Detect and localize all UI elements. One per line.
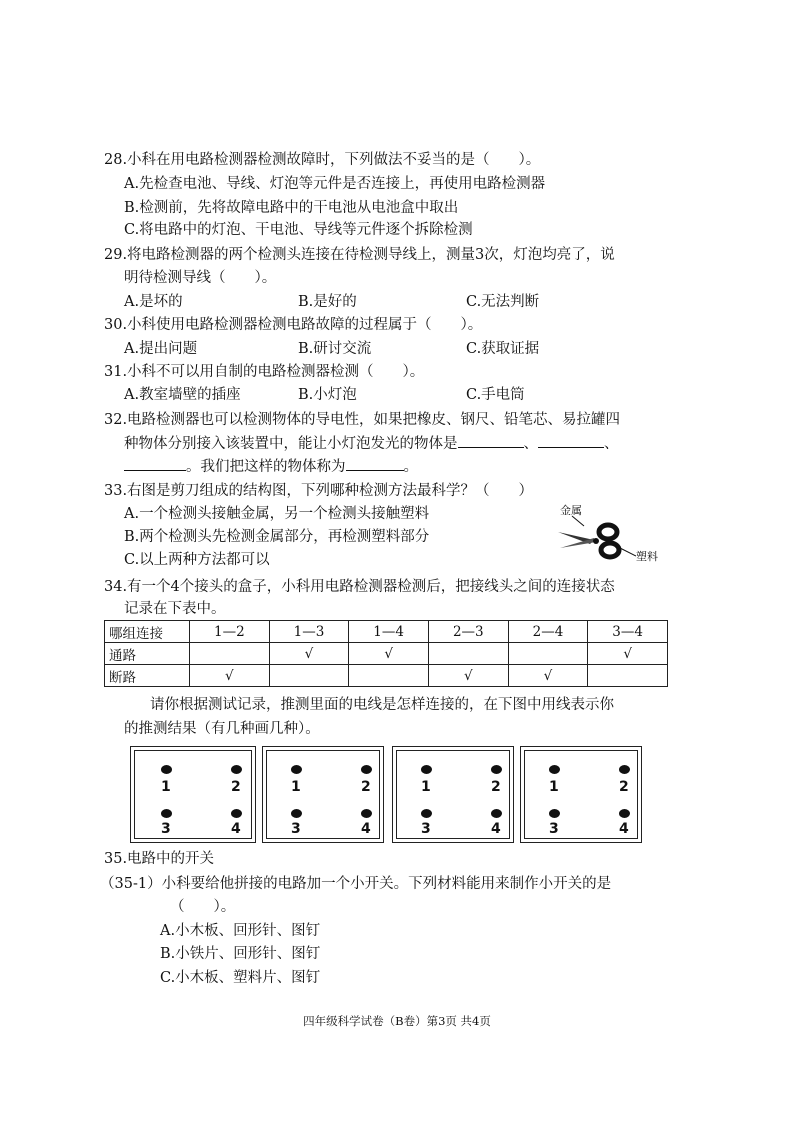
q29-option-c: C.无法判断 <box>466 294 540 310</box>
terminal-box-2[interactable] <box>262 746 384 843</box>
terminal-label: 2 <box>491 779 501 795</box>
q29-option-b: B.是好的 <box>298 294 357 310</box>
terminal-dot <box>291 809 302 818</box>
table-cell: √ <box>349 643 429 665</box>
terminal-label: 3 <box>421 821 431 837</box>
table-cell: √ <box>269 643 349 665</box>
answer-blank-3[interactable] <box>124 456 186 471</box>
q34-instruction-line1: 请你根据测试记录，推测里面的电线是怎样连接的，在下图中用线表示你 <box>150 697 614 713</box>
q33-stem: 33.右图是剪刀组成的结构图，下列哪种检测方法最科学？（ ） <box>104 483 534 499</box>
table-header-cell: 1—2 <box>190 621 270 643</box>
terminal-label: 2 <box>619 779 629 795</box>
table-cell <box>428 643 508 665</box>
table-cell <box>190 643 270 665</box>
q35-title: 35.电路中的开关 <box>104 851 215 867</box>
q35-1-stem-line1: （35-1）小科要给他拼接的电路加一个小开关。下列材料能用来制作小开关的是 <box>100 876 612 892</box>
answer-blank-2[interactable] <box>538 433 604 448</box>
q32-separator-2: 、 <box>604 436 619 452</box>
q32-separator-1: 、 <box>523 436 538 452</box>
table-cell: √ <box>588 643 668 665</box>
terminal-label: 1 <box>291 779 301 795</box>
table-header-cell: 1—3 <box>269 621 349 643</box>
table-header-cell: 2—4 <box>508 621 588 643</box>
terminal-dot <box>361 765 372 774</box>
q28-option-a: A.先检查电池、导线、灯泡等元件是否连接上，再使用电路检测器 <box>124 176 546 192</box>
table-row <box>105 665 668 687</box>
terminal-label: 4 <box>361 821 371 837</box>
terminal-dot <box>231 765 242 774</box>
q32-stem-line2 <box>124 433 619 455</box>
terminal-box-3[interactable] <box>392 746 514 843</box>
table-header-cell: 1—4 <box>349 621 429 643</box>
table-cell: 通路 <box>105 643 190 665</box>
q33-option-c: C.以上两种方法都可以 <box>124 552 270 568</box>
q31-stem: 31.小科不可以用自制的电路检测器检测（ ）。 <box>104 364 425 380</box>
q28-option-c: C.将电路中的灯泡、干电池、导线等元件逐个拆除检测 <box>124 222 473 238</box>
terminal-label: 3 <box>291 821 301 837</box>
answer-blank-1[interactable] <box>458 433 524 448</box>
q35-1-option-b: B.小铁片、回形针、图钉 <box>160 946 321 962</box>
terminal-label: 1 <box>161 779 171 795</box>
terminal-dot <box>161 765 172 774</box>
answer-blank-4[interactable] <box>346 456 404 471</box>
q34-instruction-line2: 的推测结果（有几种画几种）。 <box>124 721 320 737</box>
terminal-dot <box>549 765 560 774</box>
q29-stem-line1: 29.将电路检测器的两个检测头连接在待检测导线上，测量3次，灯泡均亮了，说 <box>104 247 615 263</box>
q35-1-stem-line2: （ ）。 <box>170 899 236 915</box>
table-header-cell: 2—3 <box>428 621 508 643</box>
q28-stem: 28.小科在用电路检测器检测故障时，下列做法不妥当的是（ ）。 <box>104 152 541 168</box>
terminal-dot <box>361 809 372 818</box>
table-cell <box>269 665 349 687</box>
q32-line3-end: 。 <box>403 459 418 475</box>
table-cell <box>588 665 668 687</box>
table-row <box>105 643 668 665</box>
page-footer: 四年级科学试卷（B卷）第3页 共4页 <box>303 1014 491 1028</box>
terminal-box-inner <box>396 750 510 839</box>
terminal-dot <box>491 765 502 774</box>
terminal-dot <box>291 765 302 774</box>
table-cell <box>508 643 588 665</box>
terminal-label: 2 <box>231 779 241 795</box>
table-cell: √ <box>190 665 270 687</box>
terminal-label: 4 <box>231 821 241 837</box>
table-cell: √ <box>508 665 588 687</box>
q33-option-b: B.两个检测头先检测金属部分，再检测塑料部分 <box>124 529 430 545</box>
q29-option-a: A.是坏的 <box>124 294 183 310</box>
terminal-label: 3 <box>161 821 171 837</box>
q33-option-a: A.一个检测头接触金属，另一个检测头接触塑料 <box>124 506 430 522</box>
terminal-dot <box>619 809 630 818</box>
terminal-dot <box>161 809 172 818</box>
scissors-icon <box>550 500 670 566</box>
terminal-dot <box>491 809 502 818</box>
terminal-box-1[interactable] <box>130 746 256 843</box>
q30-stem: 30.小科使用电路检测器检测电路故障的过程属于（ ）。 <box>104 317 483 333</box>
q32-line2-text: 种物体分别接入该装置中，能让小灯泡发光的物体是 <box>124 436 458 452</box>
table-header-row <box>105 621 668 643</box>
terminal-dot <box>421 809 432 818</box>
table-header-cell: 3—4 <box>588 621 668 643</box>
terminal-label: 2 <box>361 779 371 795</box>
terminal-box-inner <box>524 750 638 839</box>
table-cell <box>349 665 429 687</box>
q35-1-option-a: A.小木板、回形针、图钉 <box>160 923 321 939</box>
q35-1-option-c: C.小木板、塑料片、图钉 <box>160 970 321 986</box>
terminal-dot <box>619 765 630 774</box>
scissors-figure <box>550 500 670 566</box>
q31-option-a: A.教室墙壁的插座 <box>124 387 241 403</box>
q30-option-a: A.提出问题 <box>124 341 198 357</box>
q30-option-b: B.研讨交流 <box>298 341 372 357</box>
figure-label-metal: 金属 <box>560 504 582 517</box>
terminal-box-inner <box>134 750 252 839</box>
q32-stem-line1: 32.电路检测器也可以检测物体的导电性，如果把橡皮、钢尺、铅笔芯、易拉罐四 <box>104 412 621 428</box>
q30-option-c: C.获取证据 <box>466 341 540 357</box>
terminal-dot <box>549 809 560 818</box>
terminal-label: 3 <box>549 821 559 837</box>
terminal-label: 1 <box>549 779 559 795</box>
terminal-dot <box>231 809 242 818</box>
connection-table <box>104 620 668 687</box>
terminal-box-4[interactable] <box>520 746 642 843</box>
q34-stem-line2: 记录在下表中。 <box>124 601 226 617</box>
q29-stem-line2: 明待检测导线（ ）。 <box>124 270 277 286</box>
q32-line3-text: 。我们把这样的物体称为 <box>186 459 346 475</box>
q31-option-c: C.手电筒 <box>466 387 525 403</box>
terminal-label: 4 <box>491 821 501 837</box>
terminal-dot <box>421 765 432 774</box>
table-header-cell: 哪组连接 <box>105 621 190 643</box>
terminal-box-inner <box>266 750 380 839</box>
q31-option-b: B.小灯泡 <box>298 387 357 403</box>
table-cell: √ <box>428 665 508 687</box>
q34-stem-line1: 34.有一个4个接头的盒子，小科用电路检测器检测后，把接线头之间的连接状态 <box>104 579 615 595</box>
terminal-label: 4 <box>619 821 629 837</box>
terminal-label: 1 <box>421 779 431 795</box>
table-cell: 断路 <box>105 665 190 687</box>
q32-stem-line3 <box>124 456 418 478</box>
figure-label-plastic: 塑料 <box>636 550 658 563</box>
q28-option-b: B.检测前，先将故障电路中的干电池从电池盒中取出 <box>124 200 459 216</box>
